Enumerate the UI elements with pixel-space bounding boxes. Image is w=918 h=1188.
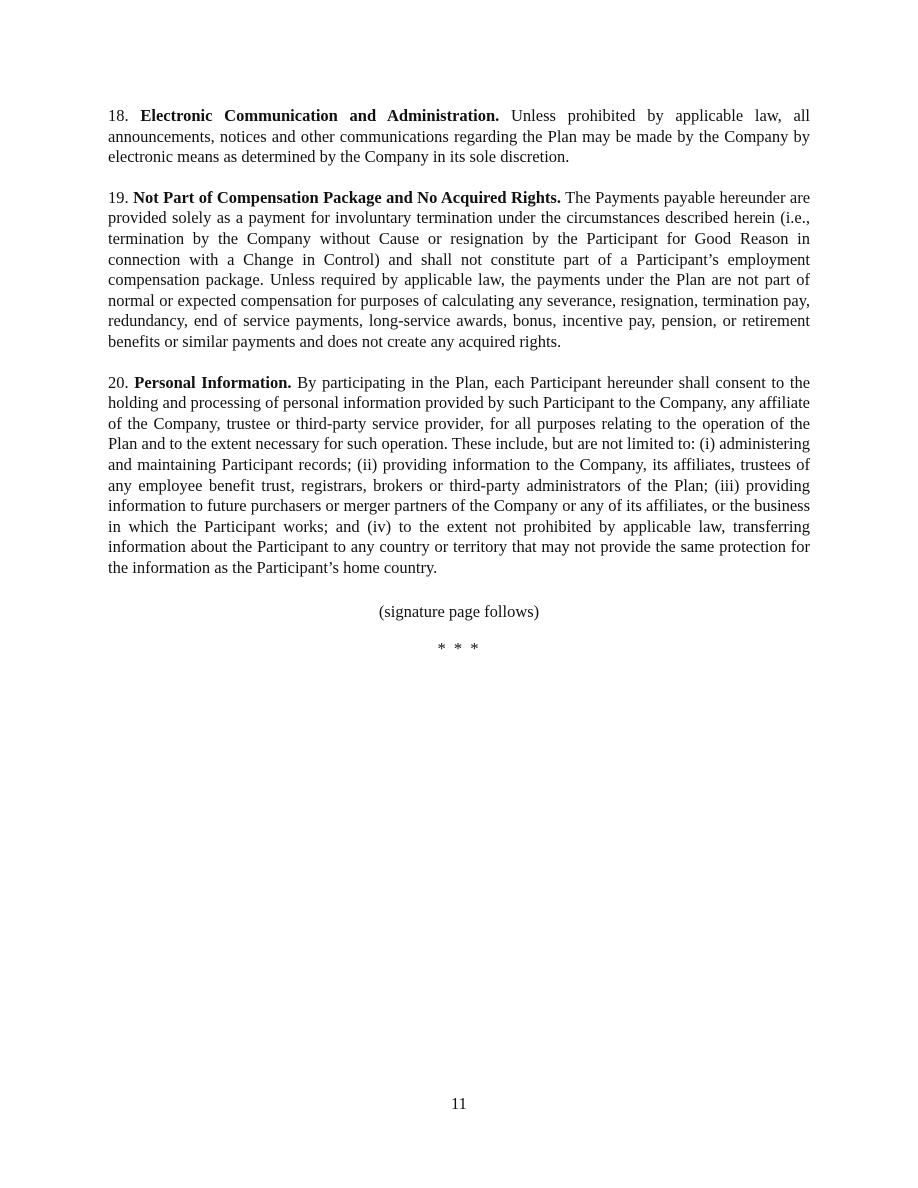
section-body: The Payments payable hereunder are provided solely as a payment for involuntary termination under the circumstances described herein (i.e., termination by the Company without Cause or resignation by the Participant for Good Reason in connection with a Change in Control) and shall not constitute part of a Participant’s employment compensation package. Unless required by applicable law, the payments under the Plan are not part of normal or expected compensation for purposes of calculating any severance, resignation, termination pay, redundancy, end of service payments, long-service awards, bonus, incentive pay, pension, or retirement benefits or similar payments and does not create any acquired rights. xyxy=(108,187,811,351)
document-body xyxy=(108,106,810,660)
section-number: 18. xyxy=(108,106,129,125)
section-heading: Personal Information. xyxy=(134,372,292,392)
section-heading: Not Part of Compensation Package and No Acquired Rights. xyxy=(133,187,561,207)
section-19 xyxy=(108,188,810,353)
section-18 xyxy=(108,106,810,168)
section-20 xyxy=(108,373,810,579)
signature-note: (signature page follows) xyxy=(378,602,540,622)
section-body: Unless prohibited by applicable law, all announcements, notices and other communications regarding the Plan may be made by the Company by electronic means as determined by the Company in its sole discretion. xyxy=(108,106,811,167)
section-heading: Electronic Communication and Administration. xyxy=(140,106,500,125)
section-number: 19. xyxy=(108,187,129,207)
page-number: 11 xyxy=(451,1094,467,1113)
section-number: 20. xyxy=(108,372,129,392)
section-separator: * * * xyxy=(437,639,481,659)
section-body: By participating in the Plan, each Participant hereunder shall consent to the holding and processing of personal information provided by such Participant to the Company, any affiliate of the Company, trustee or third-party service provider, for all purposes relating to the operation of the Plan and to the extent necessary for such operation. These include, but are not limited to: (i) administering and maintaining Participant records; (ii) providing information to the Company, its affiliates, trustees of any employee benefit trust, registrars, brokers or third-party administrators of the Plan; (iii) providing information to future purchasers or merger partners of the Company or any of its affiliates, or the business in which the Participant works; and (iv) to the extent not prohibited by applicable law, transferring information about the Participant to any country or territory that may not provide the same protection for the information as the Participant’s home country. xyxy=(108,372,811,577)
